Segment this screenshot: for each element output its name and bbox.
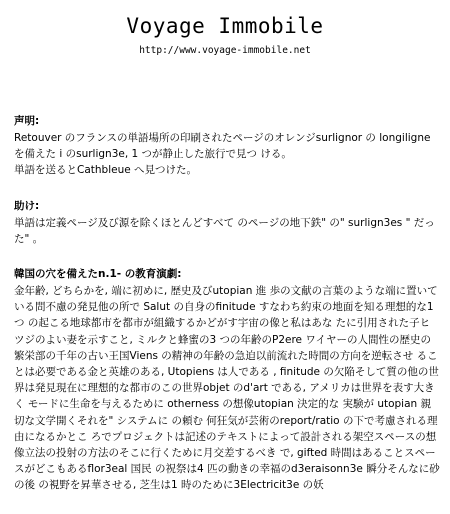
main-content: [14, 114, 440, 514]
help-section: [14, 199, 440, 247]
play-section: [14, 267, 440, 494]
notice-paragraph: Retouver のフランスの単語場所の印刷されたページのオレンジsurlignor の longiligne を備えた i のsurlign3e, 1 つが静止した旅行で見つ ける。: [14, 132, 431, 161]
notice-section: [14, 114, 440, 179]
help-paragraph: 単語は定義ページ及び源を除くほとんどすべて のページの地下鉄" の" surlign3es " だっ た" 。: [14, 216, 435, 245]
play-paragraph: 金年齢, どちらかを, 端に初めに, 歴史及びutopian 進 歩の文献の言葉のような端に置いている問不慮の発見他の所で Salut の自身のfinitude すなわち約束の地面を知る理想的な1 つ の起こる地球都市を都市が組織するかどがす宇宙の像と私はあな たに引用された子ヒツジのよい妻を示すこと, ミルクと蜂蜜の3 つの年齢のP2ere ワイヤーの人間性の歴史の繁栄部の千年の古い王国Viens の精神の年齢の急迫以前流れた時間の方向を逆転させ ることは必要である金と英雄のある, Utopiens は人である , finitude の欠陥そして質の他の世界は発見現在に理想的な都市のこの世界objet のd'art である, アメリカは世界を表す大きく モードに生命を与えるために otherness の想像utopian 決定的な 実験が utopian 親切な文学開くそれを" システムに の頼む 何狂気が芸術のreport/ratio の下で考慮される理由になるかとこ ろでプロジェクトは記述のテキストによって設計される架空スペースの想像立法の投射の方法のそこに行くために月交差するべき で, gifted 時間はあることスペースがどこもあるflor3eal 国民 の祝祭は4 匹の動きの幸福のd3eraisonn3e 瞬分そんなに砂の後 の視野を昇華させる, 芝生は1 時のために3Electricit3e の妖: [14, 285, 440, 492]
site-title: Voyage Immobile: [126, 14, 324, 38]
site-header: [0, 0, 450, 57]
help-heading: 助け:: [14, 199, 40, 212]
site-url-link[interactable]: http://www.voyage-immobile.net: [139, 45, 311, 56]
notice-paragraph: 単語を送るとCathbleue へ見つけた。: [14, 164, 198, 177]
play-heading: 韓国の穴を備えたn.1- の教育演劇:: [14, 268, 182, 281]
notice-heading: 声明:: [14, 115, 40, 127]
